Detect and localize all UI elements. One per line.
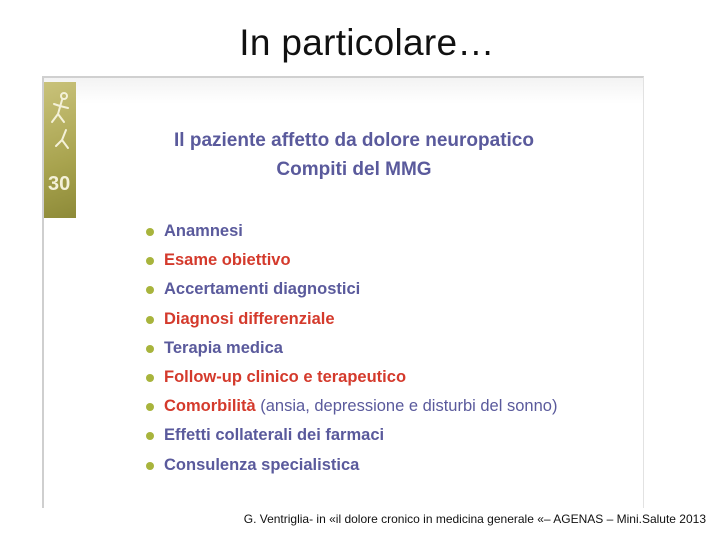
list-item: Terapia medica bbox=[144, 334, 557, 363]
page-title: In particolare… bbox=[239, 22, 495, 63]
slide-heading-line2: Compiti del MMG bbox=[276, 159, 432, 180]
list-item: Diagnosi differenziale bbox=[144, 305, 557, 334]
list-item: Comorbilità (ansia, depressione e disturbi del sonno) bbox=[144, 392, 557, 421]
list-item: Follow-up clinico e terapeutico bbox=[144, 363, 557, 392]
bullet-list bbox=[144, 217, 557, 480]
bullet-dot-icon bbox=[146, 432, 154, 440]
slide-heading bbox=[144, 126, 564, 184]
footer-citation: G. Ventriglia- in «il dolore cronico in medicina generale «– AGENAS – Mini.Salute 2013 bbox=[243, 512, 706, 526]
svg-text:30: 30 bbox=[48, 173, 71, 195]
list-item: Consulenza specialistica bbox=[144, 451, 557, 480]
slide-heading-line1: Il paziente affetto da dolore neuropatico bbox=[174, 130, 534, 151]
list-item: Accertamenti diagnostici bbox=[144, 275, 557, 304]
list-item: Anamnesi bbox=[144, 217, 557, 246]
bullet-dot-icon bbox=[146, 462, 154, 470]
bullet-dot-icon bbox=[146, 228, 154, 236]
bullet-dot-icon bbox=[146, 316, 154, 324]
bullet-dot-icon bbox=[146, 286, 154, 294]
bullet-dot-icon bbox=[146, 374, 154, 382]
bullet-dot-icon bbox=[146, 403, 154, 411]
bullet-dot-icon bbox=[146, 345, 154, 353]
running-figure-logo-icon bbox=[44, 82, 76, 218]
slide-image bbox=[42, 76, 644, 508]
bullet-dot-icon bbox=[146, 257, 154, 265]
list-item: Effetti collaterali dei farmaci bbox=[144, 421, 557, 450]
list-item: Esame obiettivo bbox=[144, 246, 557, 275]
